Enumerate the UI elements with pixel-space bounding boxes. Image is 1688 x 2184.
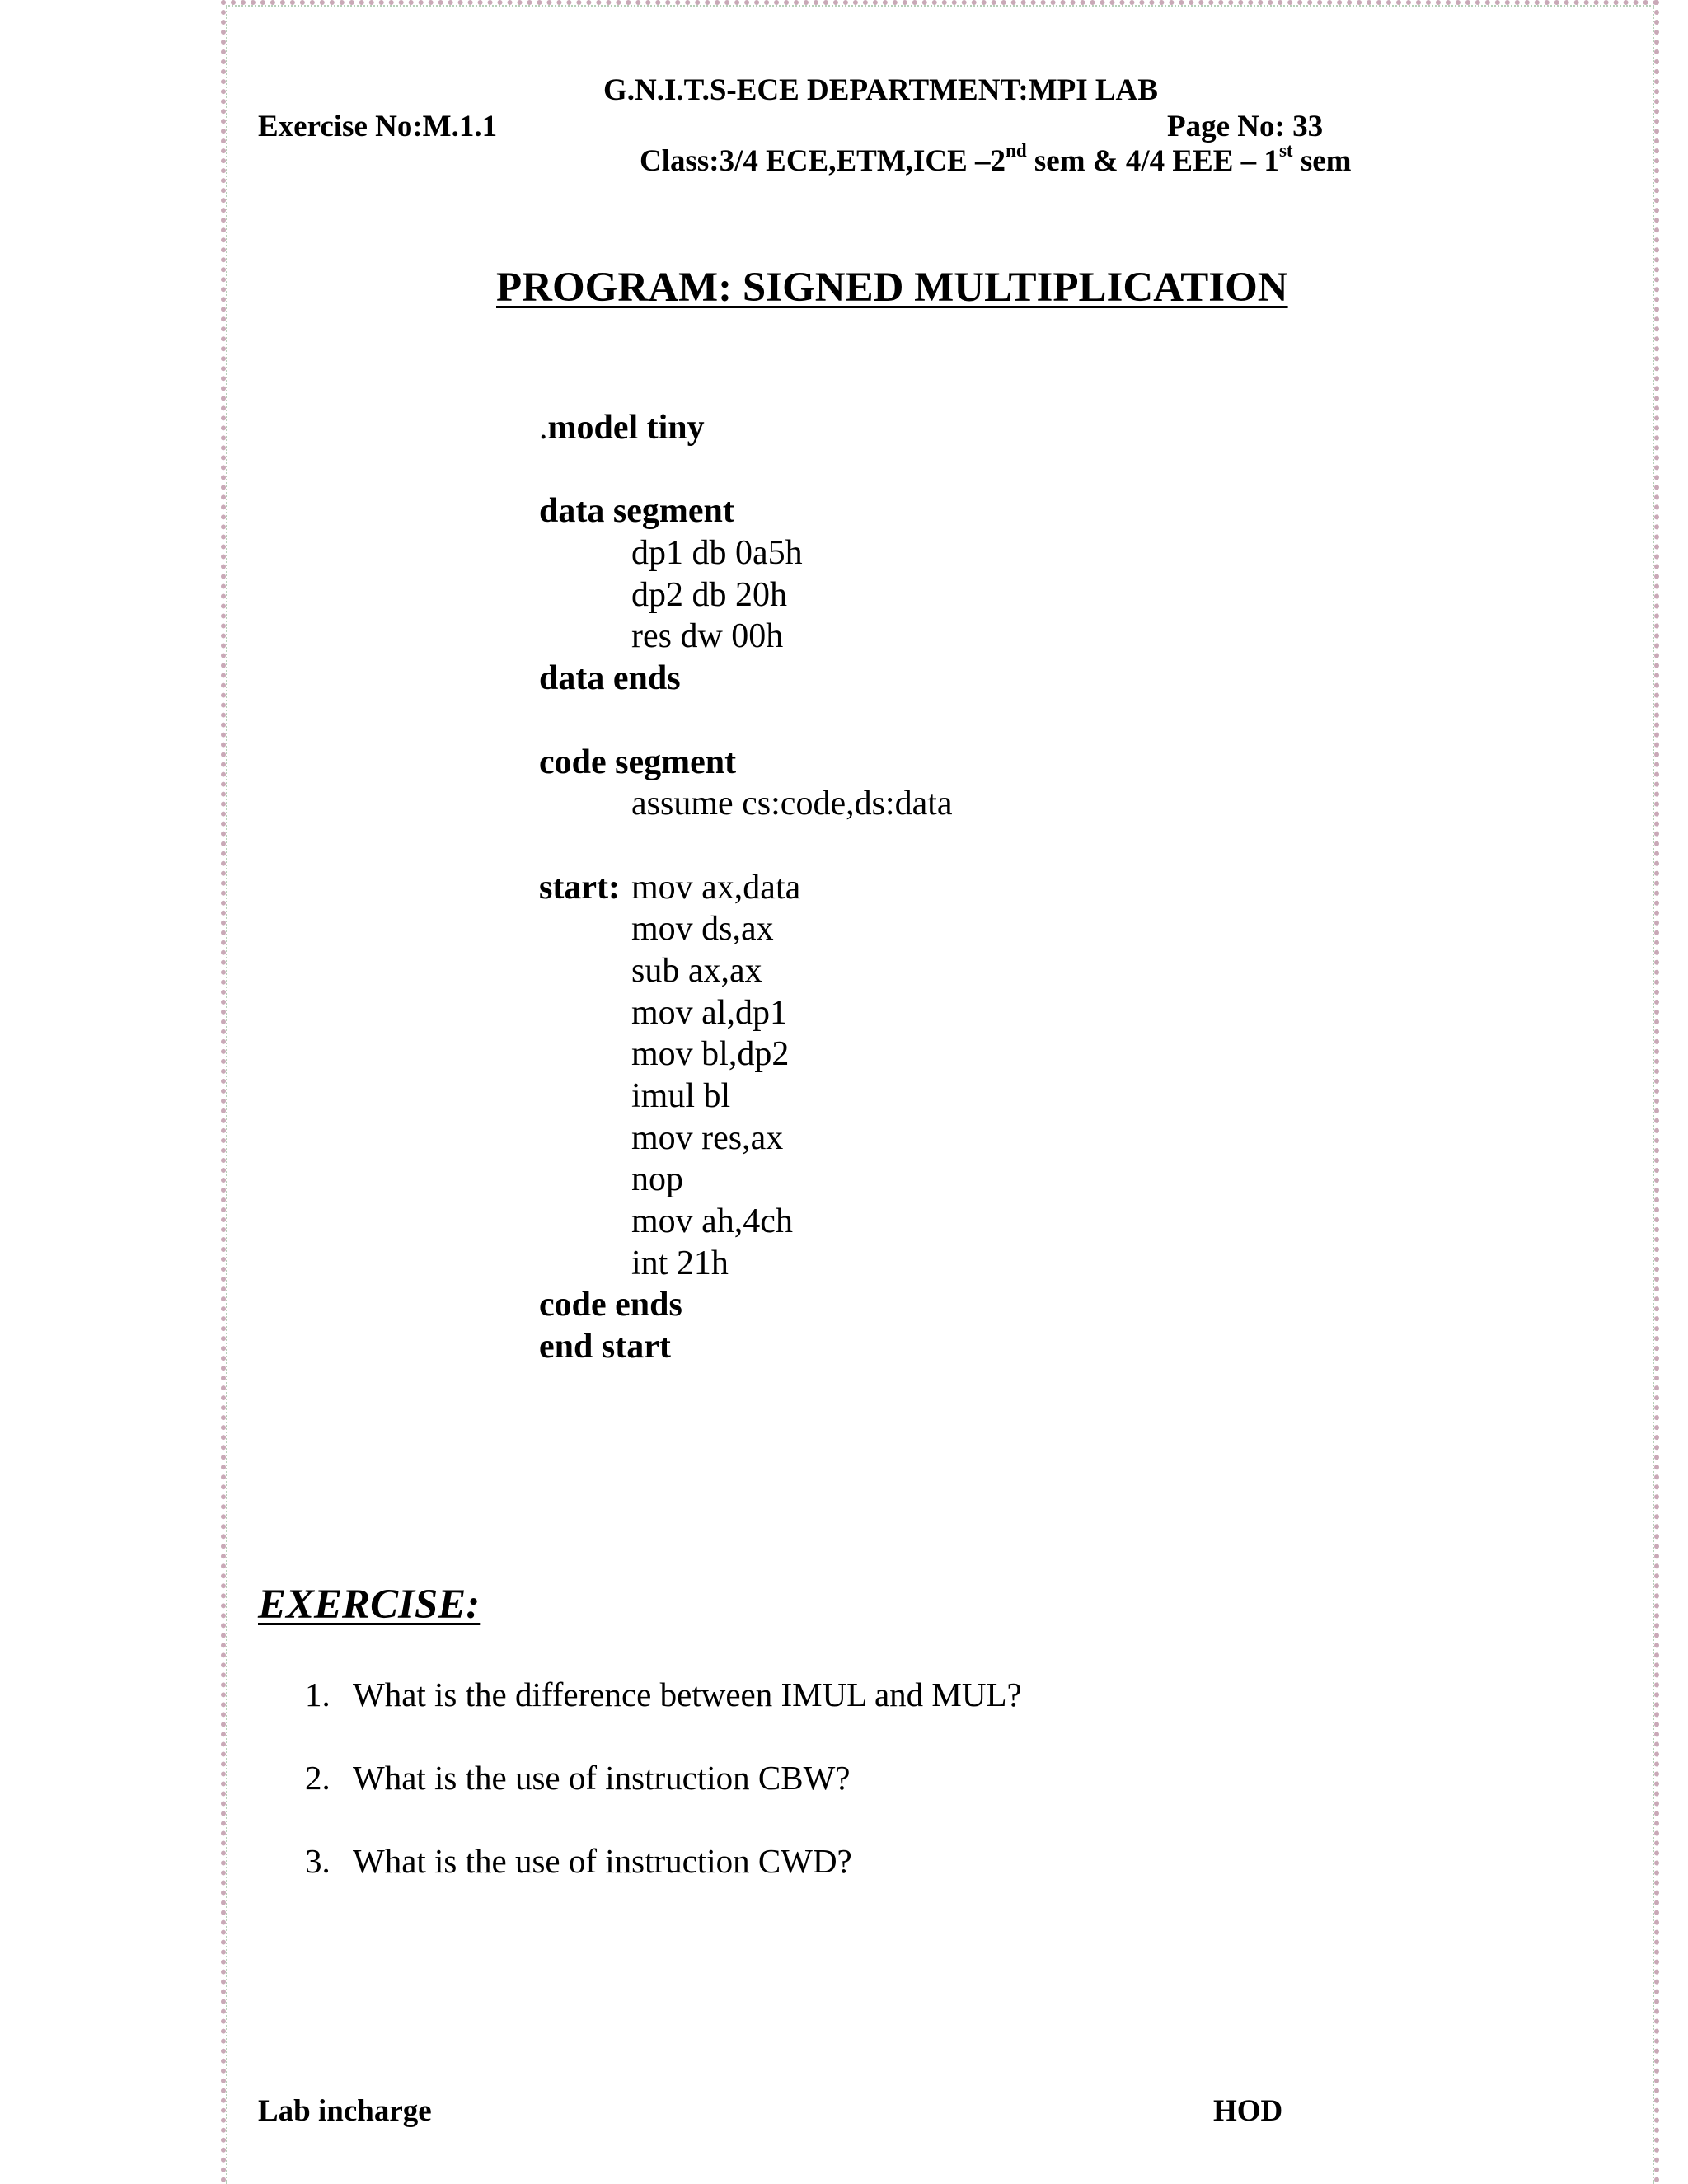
code-line-instruction: mov ds,ax xyxy=(631,910,774,949)
code-blank-line xyxy=(539,825,953,867)
code-line-instruction: mov bl,dp2 xyxy=(631,1035,790,1074)
footer-lab-incharge: Lab incharge xyxy=(258,2094,432,2128)
code-blank-line xyxy=(539,700,953,742)
code-line-instruction: nop xyxy=(631,1160,683,1199)
code-line-instruction: imul bl xyxy=(631,1077,731,1115)
code-line-start xyxy=(539,867,953,909)
question-number: 1. xyxy=(305,1675,331,1713)
code-line-model xyxy=(539,407,953,449)
code-line-instruction: mov al,dp1 xyxy=(631,993,787,1032)
code-line-instruction: mov res,ax xyxy=(631,1118,784,1157)
code-line-data-segment: data segment xyxy=(539,492,734,531)
code-blank-line xyxy=(539,449,953,491)
start-instruction: mov ax,data xyxy=(631,868,801,907)
question-text: What is the difference between IMUL and MUL? xyxy=(353,1675,1022,1713)
footer-hod: HOD xyxy=(1213,2094,1283,2128)
exercise-question xyxy=(305,1675,1022,1714)
class-sup-nd: nd xyxy=(1006,140,1027,161)
code-line-assume: assume cs:code,ds:data xyxy=(631,785,953,823)
code-line-instruction: int 21h xyxy=(631,1244,729,1282)
class-sup-st: st xyxy=(1278,140,1293,161)
code-line-code-segment: code segment xyxy=(539,743,737,781)
code-line-res: res dw 00h xyxy=(631,617,784,656)
code-line-instruction: sub ax,ax xyxy=(631,951,762,990)
question-number: 2. xyxy=(305,1759,331,1797)
class-line xyxy=(640,140,1352,179)
code-listing xyxy=(539,407,953,1368)
class-prefix: Class:3/4 ECE,ETM,ICE –2 xyxy=(640,144,1006,178)
exercise-question xyxy=(305,1758,851,1797)
model-dot: . xyxy=(539,409,548,447)
question-number: 3. xyxy=(305,1842,331,1880)
page-number: Page No: 33 xyxy=(1167,110,1324,143)
code-line-dp1: dp1 db 0a5h xyxy=(631,534,803,573)
question-text: What is the use of instruction CWD? xyxy=(353,1842,852,1880)
start-label: start: xyxy=(539,868,620,907)
code-line-data-ends: data ends xyxy=(539,659,681,698)
question-text: What is the use of instruction CBW? xyxy=(353,1759,851,1797)
code-line-dp2: dp2 db 20h xyxy=(631,575,787,614)
code-line-instruction: mov ah,4ch xyxy=(631,1202,793,1241)
exercise-heading: EXERCISE: xyxy=(258,1582,481,1628)
department-title: G.N.I.T.S-ECE DEPARTMENT:MPI LAB xyxy=(603,73,1158,107)
exercise-question xyxy=(305,1841,852,1881)
code-line-end-start: end start xyxy=(539,1328,671,1366)
class-middle: sem & 4/4 EEE – 1 xyxy=(1026,144,1279,178)
exercise-number: Exercise No:M.1.1 xyxy=(258,110,498,143)
program-title: PROGRAM: SIGNED MULTIPLICATION xyxy=(496,265,1288,311)
code-line-code-ends: code ends xyxy=(539,1286,682,1324)
model-text: model tiny xyxy=(547,409,705,447)
class-suffix: sem xyxy=(1292,144,1352,178)
